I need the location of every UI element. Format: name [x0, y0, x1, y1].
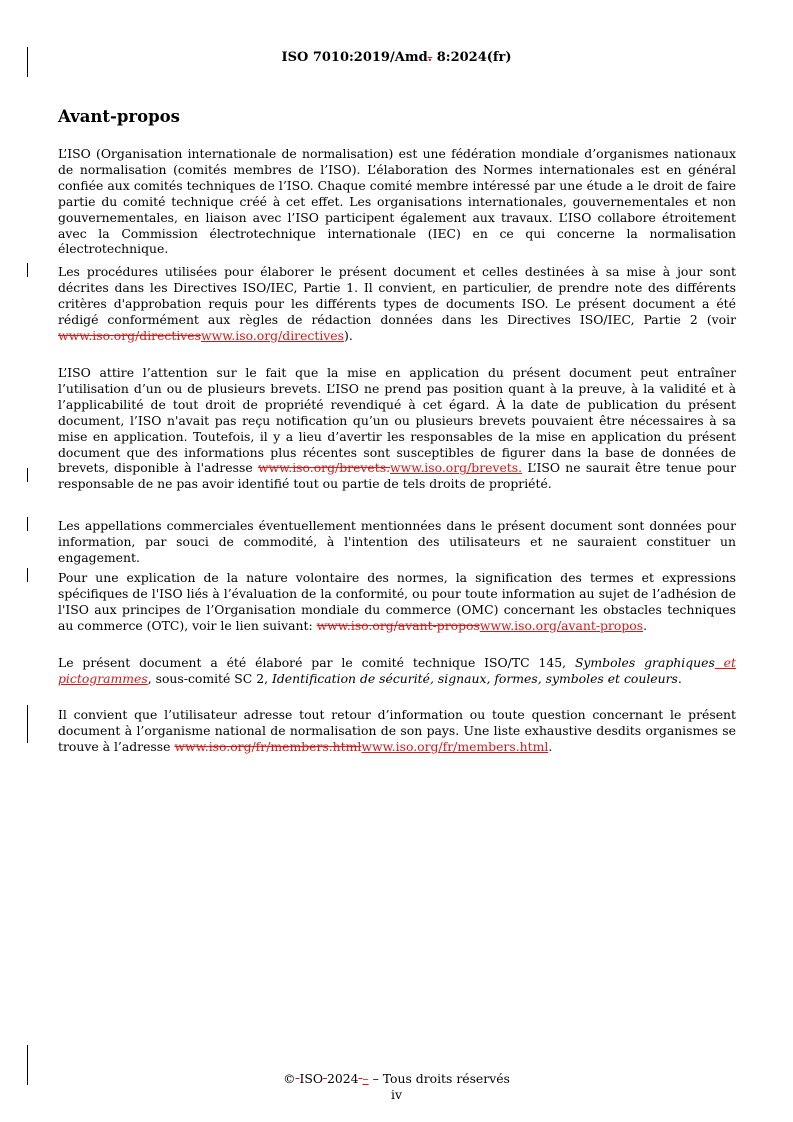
inserted-link-directives[interactable]: www.iso.org/directives	[201, 327, 344, 343]
paragraph-patents	[58, 365, 736, 492]
paragraph-end: ).	[344, 327, 353, 343]
paragraph-end: L’ISO ne saurait être tenue pour responsable de ne pas avoir identifié tout ou partie de tels droits de propriété.	[58, 460, 736, 492]
committee-title-italic: Symboles graphiques	[574, 655, 715, 670]
paragraph-text: Les appellations commerciales éventuellement mentionnées dans le présent document sont données pour information, par souci de commodité, à l'intention des utilisateurs et ne sauraient constituer un engagement.	[58, 518, 736, 565]
header-deleted-dot: .	[427, 50, 433, 65]
copyright-line	[0, 1071, 793, 1087]
paragraph-voluntary-nature	[58, 570, 736, 634]
paragraph-committee	[58, 655, 736, 687]
footer-iso: ISO	[299, 1071, 323, 1086]
deleted-link-directives[interactable]: www.iso.org/directives	[58, 327, 201, 343]
inserted-text-pictogrammes: et pictogrammes	[58, 655, 736, 686]
change-bar-p4	[27, 517, 28, 531]
paragraph-trade-names	[58, 518, 736, 566]
change-bar-p5	[27, 568, 28, 582]
paragraph-end: .	[677, 670, 682, 686]
inserted-link-members[interactable]: www.iso.org/fr/members.html	[361, 738, 549, 754]
paragraph-text: L’ISO (Organisation internationale de normalisation) est une fédération mondiale d’organismes nationaux de normalisation (comités membres de l’ISO). L’élaboration des Normes internationales est en général confiée aux comités techniques de l’ISO. Chaque comité membre intéressé par une étude a le droit de faire partie du comité technique créé à cet effet. Les organisations internationales, gouvernementales et non gouvernementales, en liaison avec l’ISO participent également aux travaux. L’ISO collabore étroitement avec la Commission électrotechnique internationale (IEC) en ce qui concerne la normalisation électrotechnique.	[58, 146, 736, 257]
change-bar-p7	[27, 705, 28, 743]
page-number: iv	[391, 1087, 402, 1102]
inserted-link-brevets[interactable]: www.iso.org/brevets.	[390, 460, 523, 476]
paragraph-end: .	[643, 617, 648, 633]
paragraph-text: Le présent document a été élaboré par le comité technique ISO/TC 145,	[58, 655, 575, 670]
paragraph-iso-intro	[58, 146, 736, 257]
header-part2: 8:2024(fr)	[432, 50, 512, 65]
header-part1: ISO 7010:2019/Amd	[281, 50, 428, 65]
inserted-dash: –	[362, 1071, 369, 1086]
deleted-link-members[interactable]: www.iso.org/fr/members.html	[174, 738, 362, 754]
document-header	[0, 49, 793, 67]
paragraph-text: L’ISO attire l’attention sur le fait que la mise en application du présent document peut entraîner l’utilisation d’un ou de plusieurs brevets. L’ISO ne prend pas position quant à la preuve, à la validité et à l’applicabilité de tout droit de propriété revendiqué à cet égard. À la date de publication du présent document, l’ISO n'avait pas reçu notification qu’un ou plusieurs brevets pouvaient être nécessaires à sa mise en application. Toutefois, il y a lieu d’avertir les responsables de la mise en application du présent document que des informations plus récentes sont susceptibles de figurer dans la base de données de brevets, disponible à l'adresse	[58, 365, 736, 476]
footer-rights: – Tous droits réservés	[368, 1071, 510, 1086]
paragraph-text: Les procédures utilisées pour élaborer le présent document et celles destinées à sa mise à jour sont décrites dans les Directives ISO/IEC, Partie 1. Il convient, en particulier, de prendre note des différents critères d'approbation requis pour les différents types de documents ISO. Le présent document a été rédigé conformément aux règles de rédaction données dans les Directives ISO/IEC, Partie 2 (voir	[58, 264, 736, 327]
deleted-link-avant-propos[interactable]: www.iso.org/avant-propos	[316, 617, 480, 633]
paragraph-text: , sous-comité SC 2,	[147, 670, 272, 686]
copyright-symbol: ©	[283, 1071, 296, 1086]
deleted-link-brevets[interactable]: www.iso.org/brevets.	[257, 460, 391, 476]
paragraph-text: Pour une explication de la nature volontaire des normes, la signification des termes et expressions spécifiques de l'ISO liés à l’évaluation de la conformité, ou pour toute information au sujet de l’adhésion de l'ISO aux principes de l’Organisation mondiale du commerce (OMC) concernant les obstacles techniques au commerce (OTC), voir le lien suivant:	[58, 570, 736, 633]
subcommittee-title-italic: Identification de sécurité, signaux, formes, symboles et couleurs	[271, 670, 678, 686]
paragraph-feedback	[58, 707, 736, 755]
change-bar-p3	[27, 468, 28, 482]
footer-year: 2024	[326, 1071, 359, 1086]
paragraph-text: Il convient que l’utilisateur adresse tout retour d’information ou toute question concernant le présent document à l’organisme national de normalisation de son pays. Une liste exhaustive desdits organismes se trouve à l’adresse	[58, 707, 736, 754]
paragraph-procedures	[58, 264, 736, 344]
inserted-link-avant-propos[interactable]: www.iso.org/avant-propos	[479, 617, 644, 633]
page-footer	[0, 1071, 793, 1103]
paragraph-end: .	[548, 738, 553, 754]
section-title: Avant-propos	[58, 107, 180, 126]
change-bar-p2	[27, 263, 28, 277]
